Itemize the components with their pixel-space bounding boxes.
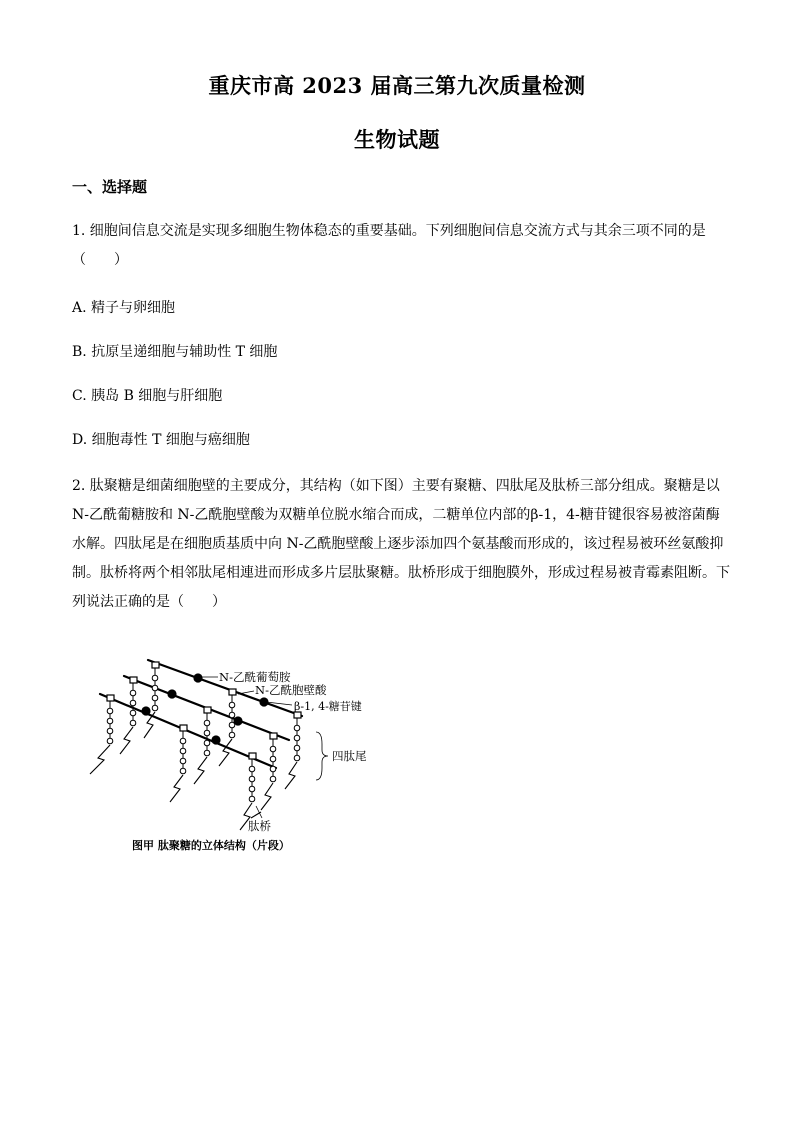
- label-glycosidic-bond: β-1, 4-糖苷键: [294, 700, 362, 713]
- figure-caption: 图甲 肽聚糖的立体结构（片段）: [132, 839, 290, 852]
- label-glcnac: N-乙酰葡萄胺: [219, 670, 291, 684]
- page-title: 重庆市高 2023 届高三第九次质量检测: [208, 73, 586, 98]
- label-tetrapeptide-tail: 四肽尾: [332, 749, 367, 763]
- question-2-stem: 2. 肽聚糖是细菌细胞壁的主要成分，其结构（如下图）主要有聚糖、四肽尾及肽桥三部分组成。聚糖是以 N-乙酰葡糖胺和 N-乙酰胞壁酸为双糖单位脱水缩合而成，二糖单位内部的β-1，4-糖苷键很容易被溶菌酶水解。四肽尾是在细胞质基质中向 N-乙酰胞壁酸上逐步添加四个氨基酸而形成的，该过程易被环丝氨酸抑制。肽桥将两个相邻肽尾相連进而形成多片层肽聚糖。肽桥形成于细胞膜外，形成过程易被青霉素阻断。下列说法正确的是（ ）: [72, 478, 730, 610]
- question-1-option-b[interactable]: B. 抗原呈递细胞与辅助性 T 细胞: [72, 344, 278, 360]
- question-1-option-d[interactable]: D. 细胞毒性 T 细胞与癌细胞: [72, 432, 250, 448]
- page-subtitle: 生物试题: [354, 127, 440, 152]
- peptidoglycan-figure: [86, 650, 386, 860]
- question-1-option-a[interactable]: A. 精子与卵细胞: [72, 300, 176, 316]
- question-1-option-c[interactable]: C. 胰岛 B 细胞与肝细胞: [72, 388, 223, 404]
- section-heading: 一、选择题: [72, 178, 148, 196]
- peptide-bridges: [90, 712, 297, 830]
- question-1-stem: 1. 细胞间信息交流是实现多细胞生物体稳态的重要基础。下列细胞间信息交流方式与其余三项不同的是（ ）: [72, 223, 706, 268]
- peptidoglycan-diagram: [86, 650, 386, 860]
- label-peptide-bridge: 肽桥: [248, 819, 271, 833]
- label-murnac: N-乙酰胞壁酸: [255, 683, 327, 697]
